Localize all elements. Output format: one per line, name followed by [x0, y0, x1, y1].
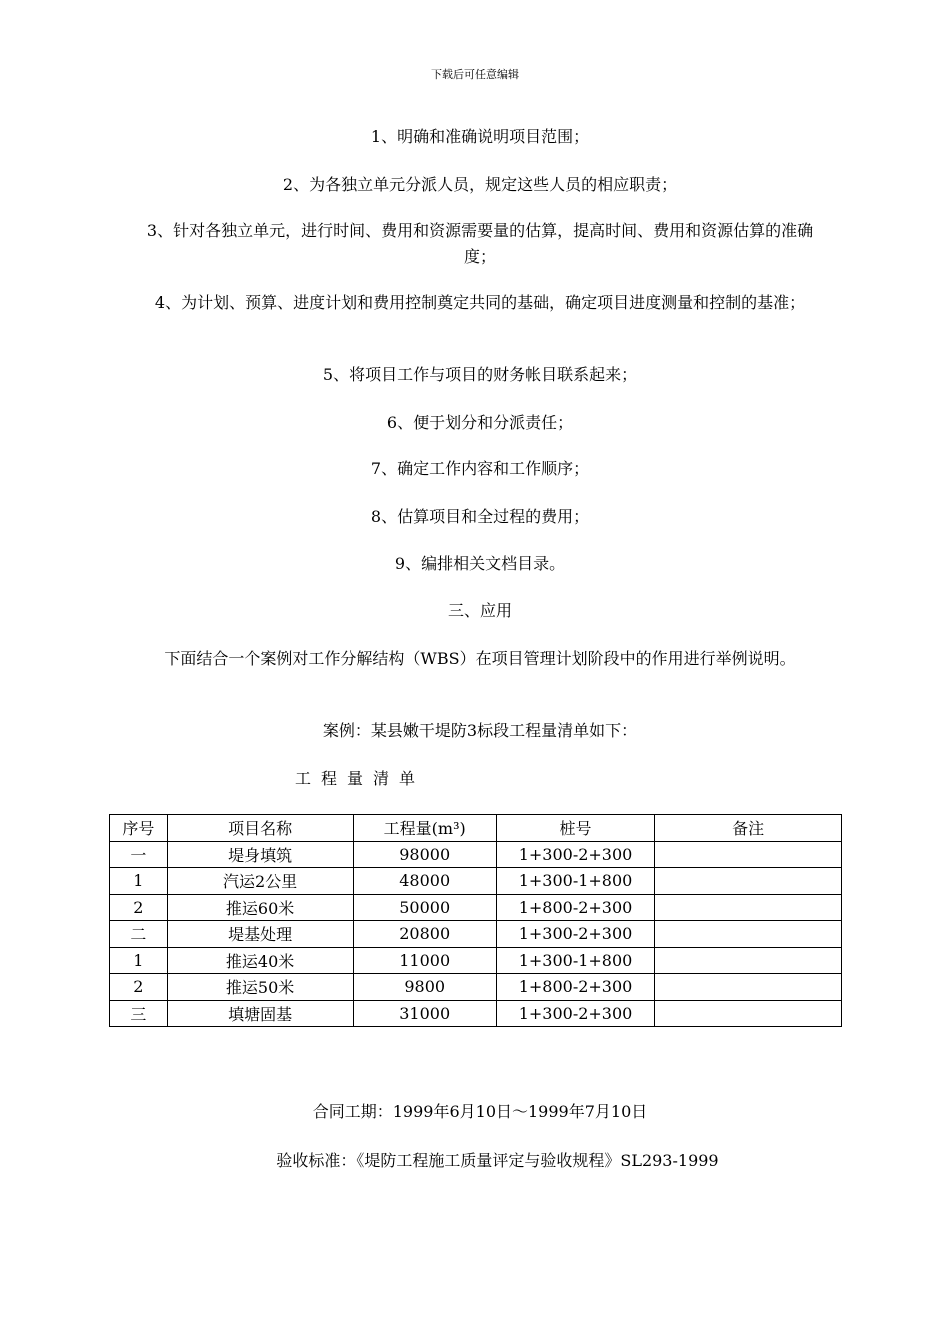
table-cell: 1+800-2+300 [496, 974, 654, 1001]
table-cell: 1+300-1+800 [496, 868, 654, 895]
table-cell [655, 921, 842, 948]
table-row [110, 974, 842, 1001]
table-cell: 98000 [353, 841, 496, 868]
table-row [110, 921, 842, 948]
contract-period: 合同工期：1999年6月10日～1999年7月10日 [312, 1102, 648, 1121]
table-cell: 推运40米 [167, 947, 353, 974]
table-cell: 20800 [353, 921, 496, 948]
table-cell: 二 [110, 921, 168, 948]
table-cell [655, 1000, 842, 1027]
table-cell: 1+300-2+300 [496, 921, 654, 948]
table-cell: 堤基处理 [167, 921, 353, 948]
table-row [110, 894, 842, 921]
list-item-2: 2、为各独立单元分派人员，规定这些人员的相应职责； [282, 175, 678, 194]
table-title: 工程量清单 [295, 769, 426, 788]
section-title: 三、应用 [447, 601, 512, 620]
table-cell: 填塘固基 [167, 1000, 353, 1027]
table-cell: 11000 [353, 947, 496, 974]
column-header: 序号 [110, 815, 168, 842]
table-cell [655, 894, 842, 921]
table-row [110, 1000, 842, 1027]
table-cell: 48000 [353, 868, 496, 895]
list-item-7: 7、确定工作内容和工作顺序； [370, 459, 590, 478]
column-header: 备注 [655, 815, 842, 842]
acceptance-standard: 验收标准：《堤防工程施工质量评定与验收规程》SL293-1999 [276, 1151, 719, 1170]
table-cell: 9800 [353, 974, 496, 1001]
list-item-8: 8、估算项目和全过程的费用； [370, 507, 590, 526]
table-cell: 1+300-2+300 [496, 841, 654, 868]
table-cell: 2 [110, 974, 168, 1001]
table-row [110, 868, 842, 895]
table-cell: 推运60米 [167, 894, 353, 921]
case-line: 案例：某县嫩干堤防3标段工程量清单如下： [322, 721, 638, 740]
table-cell: 三 [110, 1000, 168, 1027]
quantity-table [109, 814, 842, 1027]
list-item-5: 5、将项目工作与项目的财务帐目联系起来； [322, 365, 638, 384]
table-header-row [110, 815, 842, 842]
table-cell: 1 [110, 868, 168, 895]
table-cell [655, 868, 842, 895]
table-cell: 1 [110, 947, 168, 974]
table-cell [655, 974, 842, 1001]
table-cell [655, 841, 842, 868]
table-cell: 一 [110, 841, 168, 868]
table-cell: 31000 [353, 1000, 496, 1027]
table-cell: 1+800-2+300 [496, 894, 654, 921]
column-header: 工程量(m³) [353, 815, 496, 842]
table-cell: 50000 [353, 894, 496, 921]
page-header: 下载后可任意编辑 [431, 68, 519, 81]
list-item-1: 1、明确和准确说明项目范围； [370, 127, 590, 146]
column-header: 桩号 [496, 815, 654, 842]
table-cell: 汽运2公里 [167, 868, 353, 895]
table-cell: 堤身填筑 [167, 841, 353, 868]
list-item-6: 6、便于划分和分派责任； [386, 413, 574, 432]
table-cell: 1+300-1+800 [496, 947, 654, 974]
list-item-4: 4、为计划、预算、进度计划和费用控制奠定共同的基础，确定项目进度测量和控制的基准； [154, 293, 806, 312]
intro-paragraph: 下面结合一个案例对工作分解结构（WBS）在项目管理计划阶段中的作用进行举例说明。 [164, 649, 796, 668]
table-cell [655, 947, 842, 974]
table-row [110, 947, 842, 974]
table-cell: 推运50米 [167, 974, 353, 1001]
column-header: 项目名称 [167, 815, 353, 842]
table-cell: 2 [110, 894, 168, 921]
table-cell: 1+300-2+300 [496, 1000, 654, 1027]
list-item-9: 9、编排相关文档目录。 [394, 554, 566, 573]
list-item-3: 3、针对各独立单元，进行时间、费用和资源需要量的估算，提高时间、费用和资源估算的准确度； [146, 221, 814, 266]
table-row [110, 841, 842, 868]
